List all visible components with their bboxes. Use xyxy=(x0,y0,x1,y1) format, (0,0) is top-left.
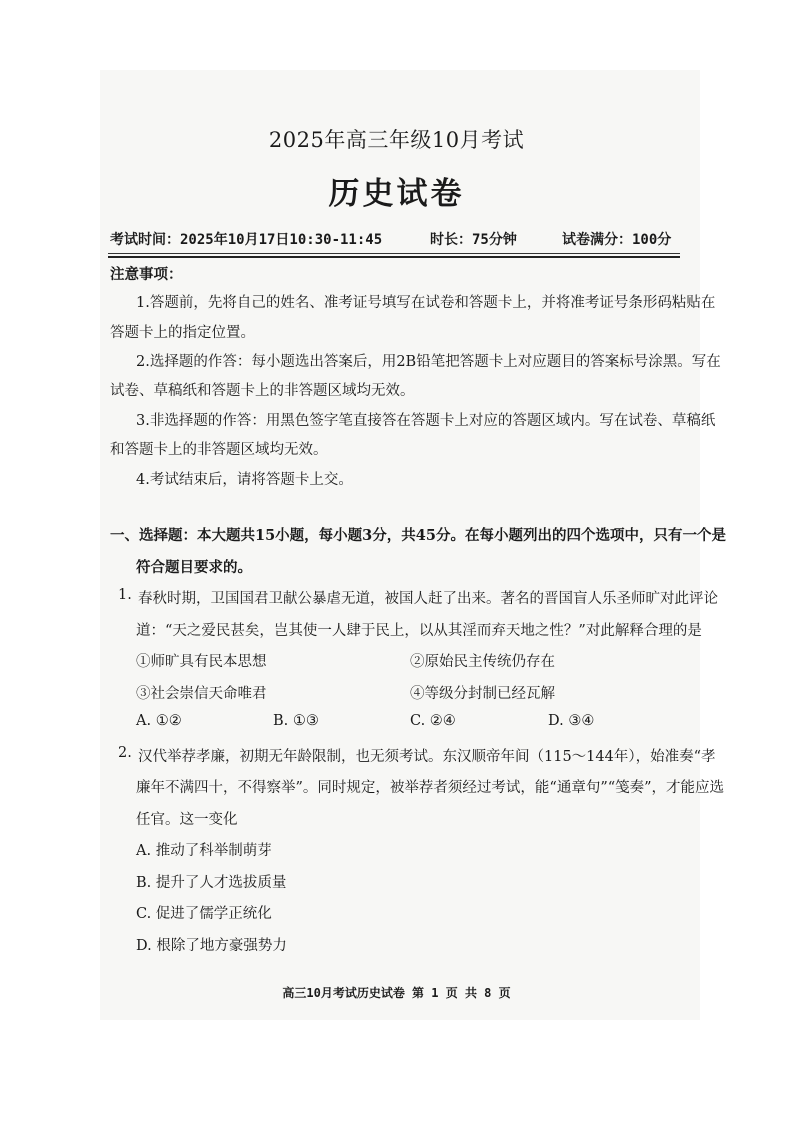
question-stem: 春秋时期，卫国国君卫献公暴虐无道，被国人赶了出来。著名的晋国盲人乐圣师旷对此评论 xyxy=(138,591,718,607)
question-stem: 道：“天之爱民甚矣，岂其使一人肆于民上，以从其淫而弃天地之性？”对此解释合理的是 xyxy=(136,623,702,639)
answer-option: B. 提升了人才选拔质量 xyxy=(136,875,287,891)
section-heading: 一、选择题：本大题共15小题，每小题3分，共45分。在每小题列出的四个选项中，只有一个是 xyxy=(110,527,726,544)
header-rule-thin xyxy=(108,253,680,254)
notes-line: 1.答题前，先将自己的姓名、准考证号填写在试卷和答题卡上，并将准考证号条形码粘贴在 xyxy=(136,295,716,311)
question-stem: 廉年不满四十，不得察举”。同时规定，被举荐者须经过考试，能“通章句”“笺奏”，才能应选 xyxy=(136,780,725,796)
answer-option: B. ①③ xyxy=(273,713,319,729)
header-rule-thick xyxy=(108,256,680,258)
answer-option: D. 根除了地方豪强势力 xyxy=(136,938,287,954)
answer-option: C. ②④ xyxy=(410,713,456,729)
subject-title: 历史试卷 xyxy=(328,176,465,212)
notes-line: 和答题卡上的非答题区域均无效。 xyxy=(110,442,328,458)
answer-option: A. ①② xyxy=(136,713,182,729)
question-stem: 任官。这一变化 xyxy=(136,812,238,828)
exam-time: 考试时间：2025年10月17日10:30-11:45 xyxy=(110,232,383,248)
page-footer: 高三10月考试历史试卷 第 1 页 共 8 页 xyxy=(282,986,511,1000)
notes-heading: 注意事项： xyxy=(110,266,183,283)
answer-option: A. 推动了科举制萌芽 xyxy=(136,843,272,859)
question-stem: 汉代举荐孝廉，初期无年龄限制，也无须考试。东汉顺帝年间（115～144年），始准奏“孝 xyxy=(138,749,716,765)
answer-option: D. ③④ xyxy=(548,713,595,729)
statement-item: ②原始民主传统仍存在 xyxy=(410,654,555,670)
notes-line: 答题卡上的指定位置。 xyxy=(110,325,255,341)
statement-item: ④等级分封制已经瓦解 xyxy=(410,686,555,702)
notes-line: 试卷、草稿纸和答题卡上的非答题区域均无效。 xyxy=(110,383,415,399)
statement-item: ③社会崇信天命唯君 xyxy=(136,686,267,702)
question-number: 1. xyxy=(118,587,132,603)
section-heading-cont: 符合题目要求的。 xyxy=(136,559,252,576)
answer-option: C. 促进了儒学正统化 xyxy=(136,906,272,922)
notes-line: 4.考试结束后，请将答题卡上交。 xyxy=(136,472,353,488)
notes-line: 3.非选择题的作答：用黑色签字笔直接答在答题卡上对应的答题区域内。写在试卷、草稿纸 xyxy=(136,413,716,429)
notes-line: 2.选择题的作答：每小题选出答案后，用2B铅笔把答题卡上对应题目的答案标号涂黑。写在 xyxy=(136,354,721,370)
full-score: 试卷满分：100分 xyxy=(562,232,672,248)
exam-title: 2025年高三年级10月考试 xyxy=(268,128,525,152)
question-number: 2. xyxy=(118,745,132,761)
statement-item: ①师旷具有民本思想 xyxy=(136,654,267,670)
exam-duration: 时长：75分钟 xyxy=(430,232,517,248)
